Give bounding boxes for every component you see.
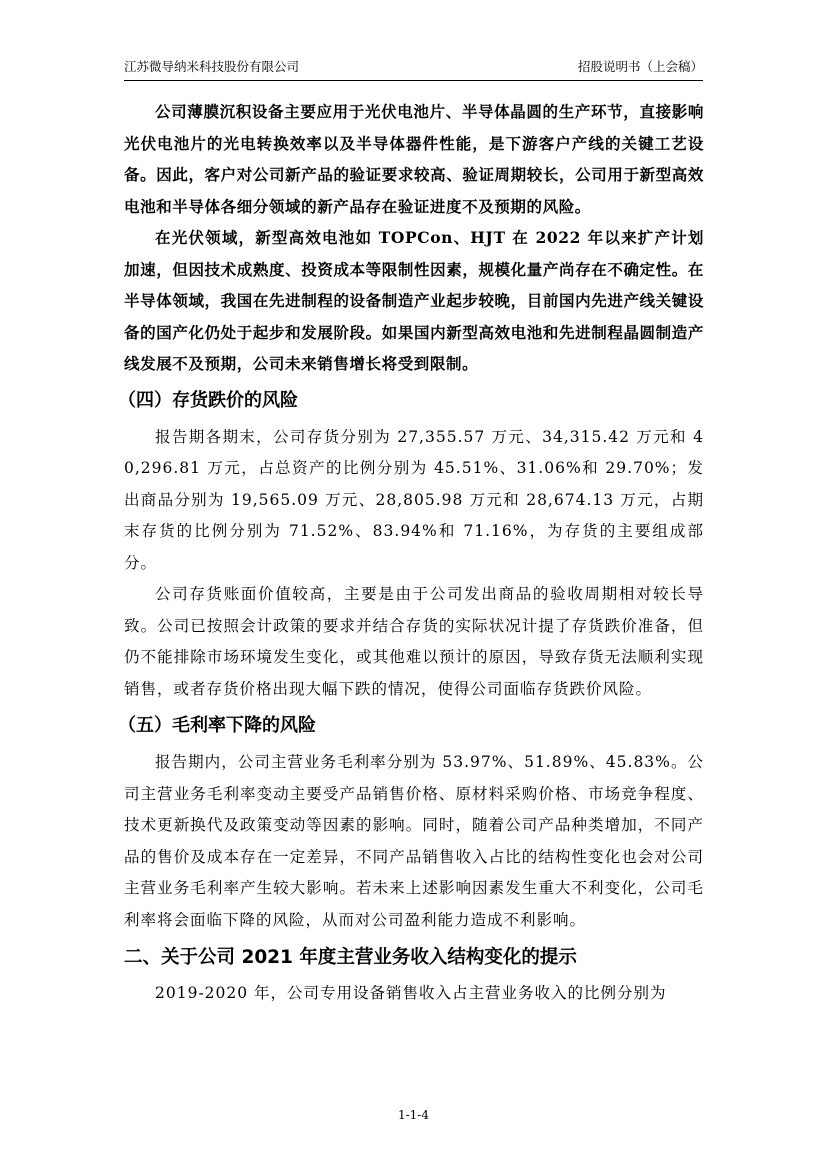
paragraph-inventory-figures: 报告期各期末，公司存货分别为 27,355.57 万元、34,315.42 万元和 40,296.81 万元，占总资产的比例分别为 45.51%、31.06%和 29.70%；发出商品分别为 19,565.09 万元、28,805.98 万元和 28,674.13 万元，占期末存货的比例分别为 71.52%、83.94%和 71.16%，为存货的主要组成部分。 [124,427,704,572]
page-header [124,58,703,81]
paragraph-industry-risk: 在光伏领域，新型高效电池如 TOPCon、HJT 在 2022 年以来扩产计划加速，但因技术成熟度、投资成本等限制性因素，规模化量产尚存在不确定性。在半导体领域，我国在先进制程的设备制造产业起步较晚，目前国内先进产线关键设备的国产化仍处于起步和发展阶段。如果国内新型高效电池和先进制程晶圆制造产线发展不及预期，公司未来销售增长将受到限制。 [124,228,704,373]
header-company-name: 江苏微导纳米科技股份有限公司 [124,59,300,74]
page-number: 1-1-4 [397,1108,429,1122]
heading-revenue-structure: 二、关于公司 2021 年度主营业务收入结构变化的提示 [124,947,577,968]
document-body [118,96,704,1010]
paragraph-revenue-structure: 2019-2020 年，公司专用设备销售收入占主营业务收入的比例分别为 [155,984,667,1002]
header-document-type: 招股说明书（上会稿） [577,59,703,74]
heading-inventory-risk: （四）存货跌价的风险 [118,389,298,411]
paragraph-verification-risk: 公司薄膜沉积设备主要应用于光伏电池片、半导体晶圆的生产环节，直接影响光伏电池片的光电转换效率以及半导体器件性能，是下游客户产线的关键工艺设备。因此，客户对公司新产品的验证要求较高、验证周期较长，公司用于新型高效电池和半导体各细分领域的新产品存在验证进度不及预期的风险。 [124,102,704,216]
paragraph-gross-margin: 报告期内，公司主营业务毛利率分别为 53.97%、51.89%、45.83%。公司主营业务毛利率变动主要受产品销售价格、原材料采购价格、市场竞争程度、技术更新换代及政策变动等因素的影响。同时，随着公司产品种类增加，不同产品的售价及成本存在一定差异，不同产品销售收入占比的结构性变化也会对公司主营业务毛利率产生较大影响。若未来上述影响因素发生重大不利变化，公司毛利率将会面临下降的风险，从而对公司盈利能力造成不利影响。 [124,753,704,929]
paragraph-inventory-provision: 公司存货账面价值较高，主要是由于公司发出商品的验收周期相对较长导致。公司已按照会计政策的要求并结合存货的实际状况计提了存货跌价准备，但仍不能排除市场环境发生变化，或其他难以预计的原因，导致存货无法顺利实现销售，或者存货价格出现大幅下跌的情况，使得公司面临存货跌价风险。 [124,585,704,698]
heading-margin-risk: （五）毛利率下降的风险 [118,715,316,736]
